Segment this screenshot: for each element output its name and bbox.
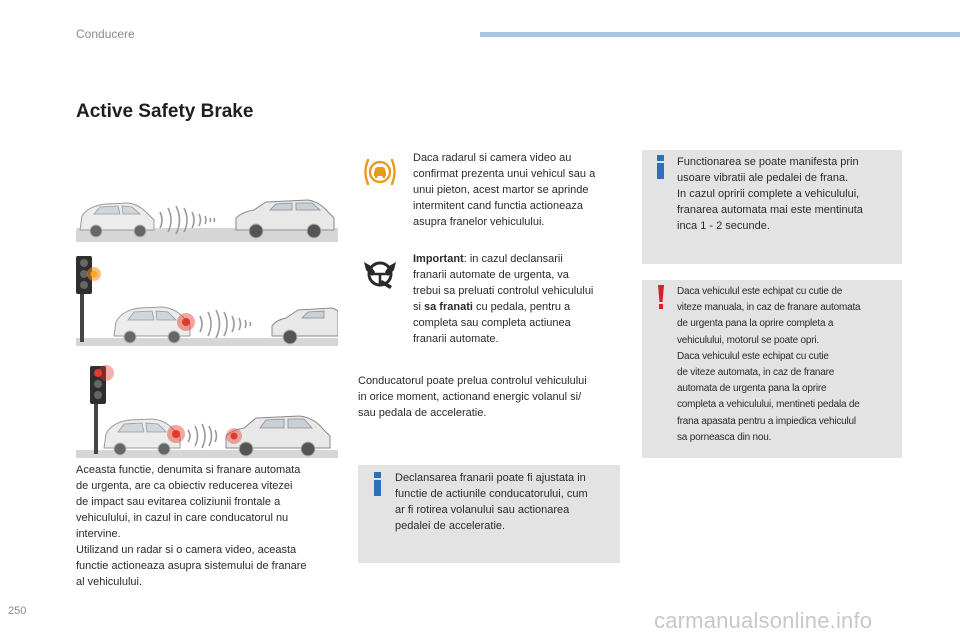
text-line: franarii automate. <box>413 333 499 345</box>
text-line: functie actioneaza asupra sistemului de franare <box>76 560 307 572</box>
text-line: franarii automate de urgenta, va <box>413 269 569 281</box>
illustration-emergency-braking <box>76 362 338 458</box>
text-line: Daca vehiculul este echipat cu cutie de <box>677 286 843 297</box>
text-line: Aceasta functie, denumita si franare automata <box>76 464 301 476</box>
car-icon <box>104 419 185 455</box>
text-line: intervine. <box>76 528 121 540</box>
text-line: Conducatorul poate prelua controlul vehiculului <box>358 375 587 387</box>
text-line: sa porneasca din nou. <box>677 431 772 443</box>
info-box-vibrations <box>642 150 902 264</box>
text-line: trebui sa preluati controlul vehiculului <box>413 285 594 297</box>
text-line: ar fi rotirea volanului sau actionarea <box>395 504 570 516</box>
text-line: completa a vehiculului, mentineti pedala de <box>677 399 860 411</box>
illustration-traffic-light-braking <box>76 250 338 346</box>
warning-box-engine-stop <box>642 280 902 458</box>
text-line: Utilizand un radar si o camera video, aceasta <box>76 544 297 556</box>
info-text <box>677 154 899 234</box>
text-line: functie de actiunile conducatorului, cum <box>395 488 588 500</box>
page-title: Active Safety Brake <box>76 101 254 122</box>
traffic-light-icon <box>76 256 101 342</box>
watermark: carmanualsonline.info <box>654 608 873 633</box>
text-line: franarea automata mai este mentinuta <box>677 204 863 216</box>
text-line: pedalei de acceleratie. <box>395 520 506 532</box>
header-bar <box>480 32 960 37</box>
text-line: vehiculului, motorul se poate opri. <box>677 334 819 346</box>
illustration-car-detection <box>76 190 338 242</box>
text-line: asupra franelor vehiculului. <box>413 216 545 228</box>
text-line: automata de urgenta pana la oprire <box>677 383 827 395</box>
text-line: viteze manuala, in caz de franare automata <box>677 302 861 314</box>
info-icon <box>370 471 386 497</box>
text-line: de urgenta pana la oprire completa a <box>677 318 834 330</box>
radar-waves <box>200 310 251 338</box>
text-line: confirmat prezenta unui vehicul sau a <box>413 168 596 180</box>
important-label: Important <box>413 253 464 265</box>
text-line: sau pedala de acceleratie. <box>358 407 487 419</box>
text-line: de viteze automata, in caz de franare <box>677 367 835 379</box>
text-line: unui pieton, acest martor se aprinde <box>413 184 589 196</box>
text-line: completa sau completa actiunea <box>413 317 571 329</box>
info-icon <box>653 154 669 180</box>
intro-paragraph <box>76 462 340 590</box>
text-span: si <box>413 301 424 313</box>
hands-on-wheel-icon <box>362 256 398 290</box>
text-line: in orice moment, actionand energic volanul si/ <box>358 391 582 403</box>
page-number: 250 <box>8 605 27 617</box>
text-line: Declansarea franarii poate fi ajustata in <box>395 472 586 484</box>
warning-text <box>677 284 899 446</box>
text-line: Daca vehiculul este echipat cu cutie <box>677 350 829 362</box>
warning-light-description <box>413 150 623 230</box>
text-span: : in cazul declansarii <box>463 253 563 265</box>
text-line: vehiculului, in cazul in care conducatorul nu <box>76 512 289 524</box>
radar-waves <box>188 424 217 448</box>
car-icon <box>114 307 195 343</box>
text-line: usoare vibratii ale pedalei de frana. <box>677 172 849 184</box>
text-line: Functionarea se poate manifesta prin <box>677 156 859 168</box>
info-text <box>395 470 615 534</box>
text-line: frana apasata pentru a impiedica vehiculul <box>677 415 856 427</box>
text-line: In cazul opririi complete a vehiculului, <box>677 188 860 200</box>
text-line: de urgenta, are ca obiectiv reducerea vitezei <box>76 480 293 492</box>
collision-brake-warning-icon <box>362 154 398 190</box>
section-title: Conducere <box>76 27 135 41</box>
text-line: intermitent cand functia actioneaza <box>413 200 583 212</box>
text-line <box>413 251 623 267</box>
info-box-brake-adjustment <box>358 465 620 563</box>
important-note <box>413 251 623 347</box>
text-line: Daca radarul si camera video au <box>413 152 572 164</box>
text-line <box>413 299 623 315</box>
bold-phrase: sa franati <box>424 301 473 313</box>
text-line: inca 1 - 2 secunde. <box>677 220 770 232</box>
text-span: cu pedala, pentru a <box>472 301 571 313</box>
driver-control-paragraph <box>358 373 620 421</box>
exclamation-warning-icon <box>656 284 666 310</box>
text-line: al vehiculului. <box>76 576 143 588</box>
text-line: de impact sau evitarea coliziunii frontale a <box>76 496 281 508</box>
